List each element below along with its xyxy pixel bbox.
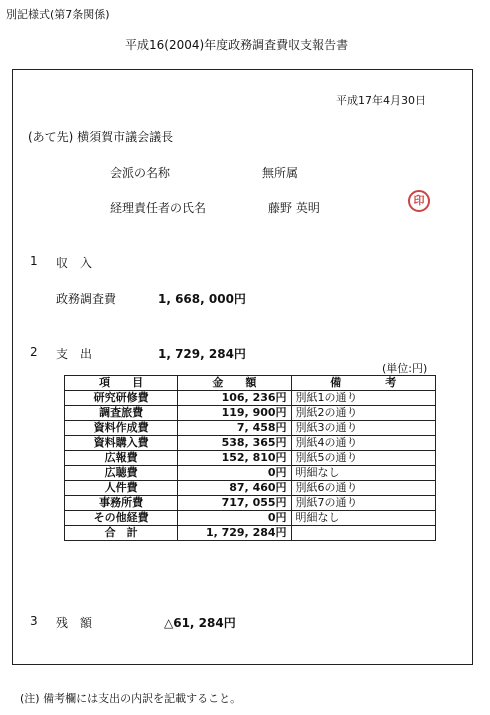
table-row bbox=[65, 511, 436, 526]
row-amount: 7, 458円 bbox=[178, 421, 291, 436]
balance-heading: 残 額 bbox=[56, 616, 93, 630]
balance-number: 3 bbox=[30, 614, 38, 628]
personal-seal: 印 bbox=[408, 190, 430, 212]
row-amount: 119, 900円 bbox=[178, 406, 291, 421]
row-note: 別紙2の通り bbox=[291, 406, 435, 421]
addressee: (あて先) 横須賀市議会議長 bbox=[28, 130, 174, 144]
table-header-row bbox=[65, 376, 436, 391]
expenditure-table bbox=[64, 375, 436, 541]
table-row bbox=[65, 436, 436, 451]
row-amount: 0円 bbox=[178, 511, 291, 526]
row-note: 明細なし bbox=[291, 466, 435, 481]
total-amount: 1, 729, 284円 bbox=[178, 526, 291, 541]
row-amount: 538, 365円 bbox=[178, 436, 291, 451]
table-row bbox=[65, 421, 436, 436]
column-header-note: 備 考 bbox=[291, 376, 435, 391]
table-row bbox=[65, 406, 436, 421]
row-note: 別紙3の通り bbox=[291, 421, 435, 436]
table-row bbox=[65, 466, 436, 481]
unit-label: (単位:円) bbox=[382, 362, 428, 375]
row-amount: 0円 bbox=[178, 466, 291, 481]
balance-amount: △61, 284円 bbox=[164, 616, 236, 630]
row-item: 広報費 bbox=[65, 451, 178, 466]
treasurer-name: 藤野 英明 bbox=[268, 201, 320, 215]
total-note bbox=[291, 526, 435, 541]
row-item: その他経費 bbox=[65, 511, 178, 526]
row-note: 明細なし bbox=[291, 511, 435, 526]
footnote: (注) 備考欄には支出の内訳を記載すること。 bbox=[20, 692, 242, 705]
table-row bbox=[65, 451, 436, 466]
row-item: 調査旅費 bbox=[65, 406, 178, 421]
expenditure-heading: 支 出 bbox=[56, 347, 93, 361]
faction-label: 会派の名称 bbox=[110, 166, 171, 180]
treasurer-label: 経理責任者の氏名 bbox=[110, 201, 207, 215]
row-amount: 152, 810円 bbox=[178, 451, 291, 466]
row-item: 資料作成費 bbox=[65, 421, 178, 436]
expenditure-total: 1, 729, 284円 bbox=[158, 347, 246, 361]
row-note: 別紙7の通り bbox=[291, 496, 435, 511]
income-item-label: 政務調査費 bbox=[56, 292, 117, 306]
row-amount: 717, 055円 bbox=[178, 496, 291, 511]
row-item: 人件費 bbox=[65, 481, 178, 496]
faction-value: 無所属 bbox=[262, 166, 299, 180]
column-header-amount: 金 額 bbox=[178, 376, 291, 391]
total-row bbox=[65, 526, 436, 541]
row-item: 広聴費 bbox=[65, 466, 178, 481]
table-row bbox=[65, 496, 436, 511]
row-note: 別紙1の通り bbox=[291, 391, 435, 406]
table-row bbox=[65, 391, 436, 406]
row-item: 資料購入費 bbox=[65, 436, 178, 451]
income-number: 1 bbox=[30, 254, 38, 268]
row-note: 別紙4の通り bbox=[291, 436, 435, 451]
expenditure-number: 2 bbox=[30, 345, 38, 359]
income-item-amount: 1, 668, 000円 bbox=[158, 292, 246, 306]
income-heading: 収 入 bbox=[56, 256, 93, 270]
report-date: 平成17年4月30日 bbox=[336, 94, 426, 107]
row-amount: 106, 236円 bbox=[178, 391, 291, 406]
column-header-item: 項 目 bbox=[65, 376, 178, 391]
row-amount: 87, 460円 bbox=[178, 481, 291, 496]
row-note: 別紙6の通り bbox=[291, 481, 435, 496]
row-item: 事務所費 bbox=[65, 496, 178, 511]
form-label: 別記様式(第7条関係) bbox=[6, 8, 110, 21]
row-note: 別紙5の通り bbox=[291, 451, 435, 466]
document-title: 平成16(2004)年度政務調査費収支報告書 bbox=[125, 38, 349, 52]
total-label: 合 計 bbox=[65, 526, 178, 541]
row-item: 研究研修費 bbox=[65, 391, 178, 406]
table-row bbox=[65, 481, 436, 496]
